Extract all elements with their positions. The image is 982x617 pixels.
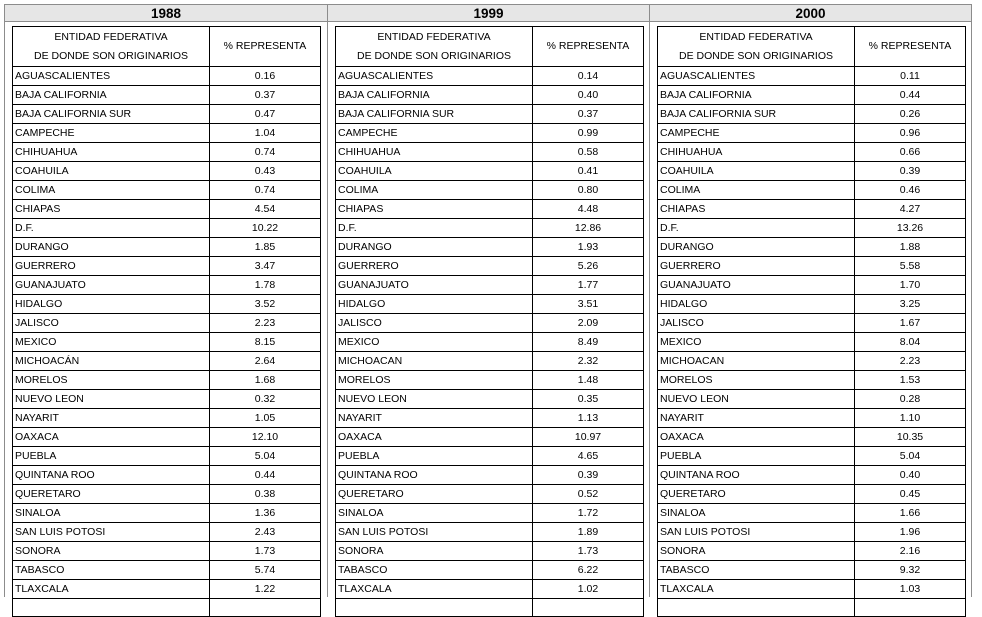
percent-cell: 12.86: [533, 219, 644, 238]
table-row: [336, 67, 644, 86]
state-cell: NAYARIT: [658, 409, 855, 428]
percent-cell: 0.46: [855, 181, 966, 200]
percent-cell: 0.40: [855, 466, 966, 485]
percent-cell: 8.04: [855, 333, 966, 352]
table-row: [13, 409, 321, 428]
state-cell: SAN LUIS POTOSI: [13, 523, 210, 542]
table-row: [658, 162, 966, 181]
state-cell: MORELOS: [336, 371, 533, 390]
state-cell: [658, 599, 855, 617]
table-row: [336, 561, 644, 580]
state-cell: OAXACA: [336, 428, 533, 447]
data-table: [12, 26, 321, 617]
state-cell: DURANGO: [13, 238, 210, 257]
table-row: [336, 333, 644, 352]
percent-cell: 1.67: [855, 314, 966, 333]
state-cell: CHIAPAS: [13, 200, 210, 219]
state-cell: GUERRERO: [336, 257, 533, 276]
state-cell: BAJA CALIFORNIA: [336, 86, 533, 105]
table-row: [13, 447, 321, 466]
table-header-row: [13, 27, 321, 67]
table-row: [658, 485, 966, 504]
state-cell: GUERRERO: [13, 257, 210, 276]
column-header-state-line2: DE DONDE SON ORIGINARIOS: [33, 49, 189, 62]
percent-cell: 0.96: [855, 124, 966, 143]
table-row: [13, 523, 321, 542]
percent-cell: 0.40: [533, 86, 644, 105]
state-cell: PUEBLA: [336, 447, 533, 466]
table-row: [336, 447, 644, 466]
state-cell: TLAXCALA: [13, 580, 210, 599]
state-cell: CHIAPAS: [658, 200, 855, 219]
table-row: [658, 428, 966, 447]
table-row: [658, 561, 966, 580]
percent-cell: 10.22: [210, 219, 321, 238]
table-row: [13, 124, 321, 143]
percent-cell: [533, 599, 644, 617]
state-cell: MEXICO: [658, 333, 855, 352]
state-cell: COLIMA: [658, 181, 855, 200]
year-header: 2000: [650, 4, 971, 22]
percent-cell: 0.16: [210, 67, 321, 86]
state-cell: NAYARIT: [336, 409, 533, 428]
table-row: [13, 371, 321, 390]
percent-cell: 2.23: [855, 352, 966, 371]
percent-cell: 1.89: [533, 523, 644, 542]
percent-cell: 0.35: [533, 390, 644, 409]
state-cell: MORELOS: [13, 371, 210, 390]
table-row: [336, 257, 644, 276]
state-cell: JALISCO: [336, 314, 533, 333]
state-cell: MICHOACÁN: [13, 352, 210, 371]
column-header-percent: % REPRESENTA: [533, 27, 644, 67]
column-header-state-line2: DE DONDE SON ORIGINARIOS: [356, 49, 512, 62]
percent-cell: 0.58: [533, 143, 644, 162]
table-row: [658, 390, 966, 409]
table-header-row: [336, 27, 644, 67]
table-header-row: [658, 27, 966, 67]
percent-cell: 1.03: [855, 580, 966, 599]
percent-cell: 0.41: [533, 162, 644, 181]
state-cell: HIDALGO: [336, 295, 533, 314]
table-row: [13, 200, 321, 219]
state-cell: MEXICO: [336, 333, 533, 352]
table-row: [336, 124, 644, 143]
state-cell: D.F.: [336, 219, 533, 238]
table-row: [658, 295, 966, 314]
percent-cell: 1.68: [210, 371, 321, 390]
year-header: 1999: [328, 4, 649, 22]
percent-cell: 0.37: [533, 105, 644, 124]
percent-cell: 0.52: [533, 485, 644, 504]
state-cell: PUEBLA: [13, 447, 210, 466]
state-cell: COAHUILA: [658, 162, 855, 181]
state-cell: CHIHUAHUA: [13, 143, 210, 162]
table-row: [13, 86, 321, 105]
table-row: [13, 542, 321, 561]
state-cell: DURANGO: [336, 238, 533, 257]
table-row: [336, 238, 644, 257]
state-cell: CHIHUAHUA: [336, 143, 533, 162]
state-cell: COAHUILA: [336, 162, 533, 181]
percent-cell: 3.52: [210, 295, 321, 314]
state-cell: HIDALGO: [658, 295, 855, 314]
table-row: [336, 466, 644, 485]
state-cell: MICHOACAN: [336, 352, 533, 371]
table-row: [336, 181, 644, 200]
percent-cell: 4.27: [855, 200, 966, 219]
table-row: [13, 67, 321, 86]
data-table: [657, 26, 966, 617]
percent-cell: 1.73: [533, 542, 644, 561]
table-row: [13, 504, 321, 523]
percent-cell: 3.51: [533, 295, 644, 314]
state-cell: SAN LUIS POTOSI: [658, 523, 855, 542]
state-cell: GUANAJUATO: [336, 276, 533, 295]
state-cell: COAHUILA: [13, 162, 210, 181]
percent-cell: 1.36: [210, 504, 321, 523]
state-cell: JALISCO: [658, 314, 855, 333]
table-row: [13, 219, 321, 238]
state-cell: MICHOACAN: [658, 352, 855, 371]
state-cell: CHIHUAHUA: [658, 143, 855, 162]
table-row: [658, 352, 966, 371]
percent-cell: 0.26: [855, 105, 966, 124]
table-row: [658, 409, 966, 428]
state-cell: SINALOA: [13, 504, 210, 523]
table-row: [658, 542, 966, 561]
column-header-state: [336, 27, 533, 67]
state-cell: NAYARIT: [13, 409, 210, 428]
table-row: [658, 371, 966, 390]
table-row: [336, 409, 644, 428]
table-row: [658, 580, 966, 599]
percent-cell: 0.44: [855, 86, 966, 105]
percent-cell: 1.88: [855, 238, 966, 257]
state-cell: HIDALGO: [13, 295, 210, 314]
data-table: [335, 26, 644, 617]
table-row: [336, 219, 644, 238]
state-cell: BAJA CALIFORNIA: [13, 86, 210, 105]
percent-cell: 1.78: [210, 276, 321, 295]
state-cell: AGUASCALIENTES: [658, 67, 855, 86]
percent-cell: 4.65: [533, 447, 644, 466]
table-row: [13, 314, 321, 333]
percent-cell: 0.45: [855, 485, 966, 504]
table-row: [658, 143, 966, 162]
state-cell: COLIMA: [13, 181, 210, 200]
percent-cell: 12.10: [210, 428, 321, 447]
table-row: [13, 257, 321, 276]
table-row: [336, 352, 644, 371]
percent-cell: 1.02: [533, 580, 644, 599]
percent-cell: [210, 599, 321, 617]
percent-cell: 1.22: [210, 580, 321, 599]
percent-cell: 0.80: [533, 181, 644, 200]
percent-cell: 1.73: [210, 542, 321, 561]
percent-cell: 0.32: [210, 390, 321, 409]
state-cell: TABASCO: [13, 561, 210, 580]
percent-cell: 2.16: [855, 542, 966, 561]
table-row: [13, 181, 321, 200]
table-row: [13, 105, 321, 124]
table-row-empty: [658, 599, 966, 617]
percent-cell: 2.64: [210, 352, 321, 371]
state-cell: [336, 599, 533, 617]
table-row: [336, 105, 644, 124]
percent-cell: 0.44: [210, 466, 321, 485]
table-row: [336, 314, 644, 333]
table-row: [658, 314, 966, 333]
table-row: [13, 143, 321, 162]
percent-cell: 0.99: [533, 124, 644, 143]
state-cell: D.F.: [658, 219, 855, 238]
table-row: [336, 371, 644, 390]
percent-cell: 8.15: [210, 333, 321, 352]
table-row: [658, 181, 966, 200]
table-row: [336, 542, 644, 561]
state-cell: CAMPECHE: [658, 124, 855, 143]
panel-1988: [4, 4, 328, 597]
percent-cell: 0.66: [855, 143, 966, 162]
state-cell: DURANGO: [658, 238, 855, 257]
percent-cell: 10.35: [855, 428, 966, 447]
percent-cell: 1.53: [855, 371, 966, 390]
percent-cell: 5.04: [855, 447, 966, 466]
percent-cell: 8.49: [533, 333, 644, 352]
table-row-empty: [336, 599, 644, 617]
state-cell: QUERETARO: [336, 485, 533, 504]
state-cell: OAXACA: [13, 428, 210, 447]
percent-cell: 1.70: [855, 276, 966, 295]
state-cell: CAMPECHE: [13, 124, 210, 143]
percent-cell: 2.09: [533, 314, 644, 333]
percent-cell: 1.66: [855, 504, 966, 523]
state-cell: SINALOA: [658, 504, 855, 523]
percent-cell: 0.14: [533, 67, 644, 86]
table-row: [13, 352, 321, 371]
state-cell: QUERETARO: [658, 485, 855, 504]
state-cell: GUANAJUATO: [658, 276, 855, 295]
state-cell: CHIAPAS: [336, 200, 533, 219]
state-cell: MORELOS: [658, 371, 855, 390]
percent-cell: 2.43: [210, 523, 321, 542]
percent-cell: 0.37: [210, 86, 321, 105]
table-row: [658, 333, 966, 352]
state-cell: MEXICO: [13, 333, 210, 352]
percent-cell: 13.26: [855, 219, 966, 238]
table-row: [336, 523, 644, 542]
state-cell: BAJA CALIFORNIA SUR: [13, 105, 210, 124]
table-row: [336, 390, 644, 409]
percent-cell: 1.04: [210, 124, 321, 143]
column-header-state-line1: ENTIDAD FEDERATIVA: [699, 30, 813, 43]
year-header: 1988: [5, 4, 327, 22]
state-cell: BAJA CALIFORNIA SUR: [336, 105, 533, 124]
percent-cell: 1.77: [533, 276, 644, 295]
column-header-percent: % REPRESENTA: [855, 27, 966, 67]
percent-cell: 1.96: [855, 523, 966, 542]
state-cell: TABASCO: [658, 561, 855, 580]
percent-cell: 0.47: [210, 105, 321, 124]
state-cell: TLAXCALA: [658, 580, 855, 599]
percent-cell: 0.74: [210, 181, 321, 200]
table-row: [658, 504, 966, 523]
table-row-empty: [13, 599, 321, 617]
state-cell: QUINTANA ROO: [336, 466, 533, 485]
state-cell: CAMPECHE: [336, 124, 533, 143]
table-row: [658, 447, 966, 466]
state-cell: TLAXCALA: [336, 580, 533, 599]
table-row: [336, 580, 644, 599]
column-header-state: [13, 27, 210, 67]
percent-cell: 1.93: [533, 238, 644, 257]
percent-cell: 5.74: [210, 561, 321, 580]
state-cell: SONORA: [336, 542, 533, 561]
column-header-state-line1: ENTIDAD FEDERATIVA: [54, 30, 168, 43]
percent-cell: 1.72: [533, 504, 644, 523]
state-cell: QUINTANA ROO: [658, 466, 855, 485]
column-header-percent: % REPRESENTA: [210, 27, 321, 67]
table-row: [336, 162, 644, 181]
table-row: [658, 466, 966, 485]
percent-cell: 1.13: [533, 409, 644, 428]
table-row: [13, 485, 321, 504]
state-cell: NUEVO LEON: [658, 390, 855, 409]
state-cell: [13, 599, 210, 617]
state-cell: OAXACA: [658, 428, 855, 447]
percent-cell: 0.74: [210, 143, 321, 162]
table-row: [13, 561, 321, 580]
column-header-state: [658, 27, 855, 67]
percent-cell: 0.11: [855, 67, 966, 86]
table-row: [336, 485, 644, 504]
state-cell: GUANAJUATO: [13, 276, 210, 295]
percent-cell: 3.47: [210, 257, 321, 276]
state-cell: PUEBLA: [658, 447, 855, 466]
state-cell: NUEVO LEON: [336, 390, 533, 409]
percent-cell: 0.39: [855, 162, 966, 181]
state-cell: NUEVO LEON: [13, 390, 210, 409]
percent-cell: 1.48: [533, 371, 644, 390]
table-row: [658, 238, 966, 257]
percent-cell: 2.32: [533, 352, 644, 371]
column-header-state-line1: ENTIDAD FEDERATIVA: [377, 30, 491, 43]
percent-cell: 1.10: [855, 409, 966, 428]
percent-cell: 0.43: [210, 162, 321, 181]
state-cell: AGUASCALIENTES: [336, 67, 533, 86]
percent-cell: 4.54: [210, 200, 321, 219]
table-row: [13, 162, 321, 181]
percent-cell: 4.48: [533, 200, 644, 219]
table-row: [658, 200, 966, 219]
percent-cell: [855, 599, 966, 617]
state-cell: JALISCO: [13, 314, 210, 333]
table-row: [13, 276, 321, 295]
table-row: [13, 238, 321, 257]
table-row: [13, 428, 321, 447]
table-row: [658, 523, 966, 542]
percent-cell: 10.97: [533, 428, 644, 447]
percent-cell: 5.58: [855, 257, 966, 276]
table-row: [336, 276, 644, 295]
table-row: [13, 390, 321, 409]
percent-cell: 0.28: [855, 390, 966, 409]
percent-cell: 1.85: [210, 238, 321, 257]
table-row: [658, 219, 966, 238]
percent-cell: 3.25: [855, 295, 966, 314]
state-cell: TABASCO: [336, 561, 533, 580]
percent-cell: 5.04: [210, 447, 321, 466]
state-cell: SAN LUIS POTOSI: [336, 523, 533, 542]
table-row: [336, 86, 644, 105]
table-row: [336, 143, 644, 162]
table-row: [336, 295, 644, 314]
table-row: [336, 428, 644, 447]
table-row: [658, 124, 966, 143]
table-row: [658, 276, 966, 295]
column-header-state-line2: DE DONDE SON ORIGINARIOS: [678, 49, 834, 62]
state-cell: QUINTANA ROO: [13, 466, 210, 485]
state-cell: QUERETARO: [13, 485, 210, 504]
percent-cell: 0.38: [210, 485, 321, 504]
percent-cell: 2.23: [210, 314, 321, 333]
table-row: [658, 257, 966, 276]
state-cell: BAJA CALIFORNIA SUR: [658, 105, 855, 124]
percent-cell: 9.32: [855, 561, 966, 580]
percent-cell: 1.05: [210, 409, 321, 428]
table-row: [658, 105, 966, 124]
table-row: [336, 504, 644, 523]
state-cell: SONORA: [13, 542, 210, 561]
table-row: [658, 86, 966, 105]
table-row: [13, 466, 321, 485]
table-row: [336, 200, 644, 219]
table-row: [658, 67, 966, 86]
percent-cell: 0.39: [533, 466, 644, 485]
state-cell: SINALOA: [336, 504, 533, 523]
table-row: [13, 295, 321, 314]
state-cell: BAJA CALIFORNIA: [658, 86, 855, 105]
percent-cell: 5.26: [533, 257, 644, 276]
state-cell: COLIMA: [336, 181, 533, 200]
state-cell: D.F.: [13, 219, 210, 238]
panel-1999: [327, 4, 650, 597]
table-row: [13, 333, 321, 352]
panel-2000: [649, 4, 972, 597]
state-cell: SONORA: [658, 542, 855, 561]
percent-cell: 6.22: [533, 561, 644, 580]
state-cell: GUERRERO: [658, 257, 855, 276]
table-row: [13, 580, 321, 599]
state-cell: AGUASCALIENTES: [13, 67, 210, 86]
